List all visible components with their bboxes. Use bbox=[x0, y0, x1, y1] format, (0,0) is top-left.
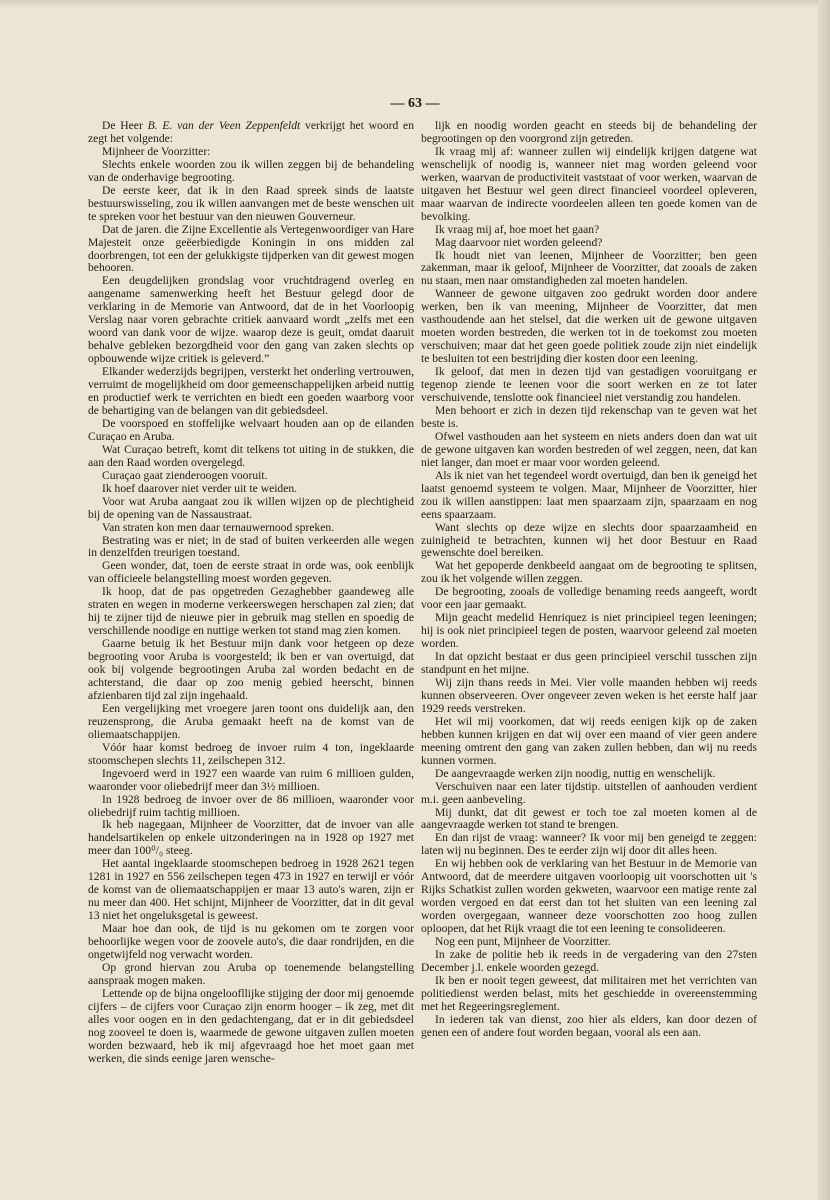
paragraph: Ingevoerd werd in 1927 een waarde van ruim 6 millioen gulden, waaronder voor oliebedrijf meer dan 3½ millioen. bbox=[88, 766, 414, 793]
paragraph: Want slechts op deze wijze en slechts door spaarzaamheid en zuinigheid te betrachten, kunnen wij het door Bestuur en Raad gewenschte doel bereiken. bbox=[421, 520, 757, 560]
paragraph: Mijn geacht medelid Henriquez is niet principieel tegen leeningen; hij is ook niet principieel tegen de posten, waarvoor geleend zal moeten worden. bbox=[421, 611, 757, 651]
paragraph: De voorspoed en stoffelijke welvaart houden aan op de eilanden Curaçao en Aruba. bbox=[88, 416, 414, 443]
paragraph: Elkander wederzijds begrijpen, versterkt het onderling vertrouwen, verruimt de mogelijkheid om door gemeenschappelijken arbeid nuttig en productief werk te verrichten en biedt een goeden waarborg voor de behartiging van de belangen van dit gebiedsdeel. bbox=[88, 365, 414, 417]
paragraph: Ik hoef daarover niet verder uit te weiden. bbox=[102, 481, 298, 495]
paragraph: In zake de politie heb ik reeds in de vergadering van den 27sten December j.l. enkele woorden gezegd. bbox=[421, 948, 757, 974]
paragraph: En dan rijst de vraag: wanneer? Ik voor mij ben geneigd te zeggen: laten wij nu beginnen. Des te eerder zijn wij door dit alles heen. bbox=[421, 831, 757, 858]
paragraph: Wanneer de gewone uitgaven zoo gedrukt worden door andere werken, ben ik van meening, Mijnheer de Voorzitter, dat men vasthoudende aan het stelsel, dat die werken uit de gewone uitgaven moeten worden bestreden, die werken tot in de toekomst zou moeten verschuiven; maar dat het geen goede politiek zoude zijn niet eindelijk te besluiten tot een bestrijding dier kosten door een leening. bbox=[421, 287, 757, 366]
paragraph: De eerste keer, dat ik in den Raad spreek sinds de laatste bestuurswisseling, zou ik willen aanvangen met de beste wenschen uit te spreken voor het bestuur van den nieuwen Gouverneur. bbox=[88, 183, 414, 223]
paragraph: In 1928 bedroeg de invoer over de 86 millioen, waaronder voor oliebedrijf ruim tachtig millioen. bbox=[88, 792, 414, 819]
paragraph: Lettende op de bijna ongeloofllijke stijging der door mij genoemde cijfers – de cijfers voor Curaçao zijn enorm hooger – ik zeg, met dit alles voor oogen en in den gedachtengang, dat er in dit gebiedsdeel nog zooveel te doen is, waarmede de gewone uitgaven zullen moeten worden bezwaard, heb ik mij afgevraagd hoe het moet gaan met werken, die sinds eenige jaren wensche- bbox=[88, 986, 414, 1065]
paragraph: Ofwel vasthouden aan het systeem en niets anders doen dan wat uit de gewone uitgaven kan worden bestreden of wel zeggen, neen, dat kan niet langer, dan moet er maar voor worden geleend. bbox=[421, 429, 757, 469]
paragraph: Ik vraag mij af, hoe moet het gaan? bbox=[435, 222, 600, 236]
speaker-intro bbox=[88, 120, 414, 146]
paragraph: Wij zijn thans reeds in Mei. Vier volle maanden hebben wij reeds kunnen observeeren. Over ongeveer zeven weken is het eerste half jaar 1929 reeds verstreken. bbox=[421, 675, 757, 715]
paragraph: Dat de jaren. die Zijne Excellentie als Vertegenwoordiger van Hare Majesteit onze geëerbiedigde Koningin in ons midden zal doorbrengen, tot een der gelukkigste tijdperken van dit gewest mogen behooren. bbox=[88, 222, 414, 275]
paragraph: In dat opzicht bestaat er dus geen principieel verschil tusschen zijn standpunt en het mijne. bbox=[421, 650, 757, 677]
paragraph: Wat het gepoperde denkbeeld aangaat om de begrooting te splitsen, zou ik het volgende willen zeggen. bbox=[421, 559, 757, 586]
paragraph: Het aantal ingeklaarde stoomschepen bedroeg in 1928 2621 tegen 1281 in 1927 en 556 zeilschepen tegen 473 in 1927 en terwijl er vóór de komst van de oliemaatschappijen er maar 13 auto's waren, zijn er nu meer dan 400. Het schijnt, Mijnheer de Voorzitter, dat in dit geval 13 niet het ongeluksgetal is geweest. bbox=[88, 857, 414, 923]
paragraph: De aangevraagde werken zijn noodig, nuttig en wenschelijk. bbox=[435, 766, 716, 780]
paragraph: Nog een punt, Mijnheer de Voorzitter. bbox=[435, 935, 611, 949]
paragraph: Mijnheer de Voorzitter: bbox=[102, 144, 211, 158]
paragraph: Gaarne betuig ik het Bestuur mijn dank voor hetgeen op deze begrooting voor Aruba is voorgesteld; ik ben er van overtuigd, dat ook bij volgende begrootingen Aruba zal worden bedacht en de achterstand, die daar op zoo menig gebied heerscht, binnen afzienbaren tijd zal zijn ingehaald. bbox=[88, 637, 414, 702]
paragraph: Wat Curaçao betreft, komt dit telkens tot uiting in de stukken, die aan den Raad worden overgelegd. bbox=[88, 442, 414, 469]
paragraph: Men behoort er zich in dezen tijd rekenschap van te geven wat het beste is. bbox=[421, 403, 757, 430]
paragraph: Geen wonder, dat, toen de eerste straat in orde was, ook eenblijk van officieele belangstelling moest worden gegeven. bbox=[88, 559, 414, 586]
paragraph: Ik hoop, dat de pas opgetreden Gezaghebber gaandeweg alle straten en wegen in moderne verkeerswegen herschapen zal zien; dat hij te zijner tijd de nieuwe pier in gebruik mag stellen en spoedig de verschillende noodige en nuttige werken tot stand mag zien komen. bbox=[88, 585, 414, 638]
paragraph: Ik ben er nooit tegen geweest, dat militairen met het verrichten van politiedienst werden belast, mits het geschiedde in overeenstemming met het Regeeringsreglement. bbox=[421, 973, 757, 1013]
paragraph: Van straten kon men daar ternauwernood spreken. bbox=[102, 520, 335, 534]
paragraph: lijk en noodig worden geacht en steeds bij de behandeling der begrootingen op den voorgrond zijn getreden. bbox=[421, 119, 757, 145]
paragraph: Het wil mij voorkomen, dat wij reeds eenigen kijk op de zaken hebben kunnen krijgen en dat wij over een maand of vier geen andere meening omtrent den gang van zaken zullen hebben, dan wij nu reeds kunnen vormen. bbox=[421, 714, 757, 767]
paragraph: Mij dunkt, dat dit gewest er toch toe zal moeten komen al de aangevraagde werken tot stand te brengen. bbox=[421, 805, 757, 832]
paragraph: En wij hebben ook de verklaring van het Bestuur in de Memorie van Antwoord, dat de meerdere uitgaven voorloopig uit voorschotten uit 's Rijks Schatkist zullen worden gekweten, waarvoor een matige rente zal worden vergoed en dat eerst dan tot het sluiten van een leening zal worden overgegaan, wanneer deze voorschotten zoo hoog zullen oploopen, dat het Rijk vraagt die tot een leening te consolideeren. bbox=[421, 857, 757, 936]
paper-top-edge bbox=[0, 0, 830, 8]
paragraph: Maar hoe dan ook, de tijd is nu gekomen om te zorgen voor behoorlijke wegen voor de zoovele auto's, die daar rondrijden, en die ongetwijfeld nog verwacht worden. bbox=[88, 922, 414, 961]
intro-prefix: De Heer bbox=[102, 119, 148, 132]
paragraph: Op grond hiervan zou Aruba op toenemende belangstelling aanspraak mogen maken. bbox=[88, 960, 414, 987]
paragraph: In iederen tak van dienst, zoo hier als elders, kan door dezen of genen een of andere fout worden begaan, vooral als een aan. bbox=[421, 1012, 757, 1039]
paragraph: Ik geloof, dat men in dezen tijd van gestadigen vooruitgang er tegenop ziende te leenen voor die soort werken en ze tot later verschuivende, tenslotte ook financieel niet verstandig zou handelen. bbox=[421, 365, 757, 405]
paragraph: De begrooting, zooals de volledige benaming reeds aangeeft, wordt voor een jaar gemaakt. bbox=[421, 585, 757, 612]
paragraph: Ik vraag mij af: wanneer zullen wij eindelijk krijgen datgene wat wenschelijk of noodig is, wanneer niet mag worden geleend voor werken, waarvan de productiviteit vaststaat of voor werken, waarvan de uitgaven het Bestuur wel geen direct financieel voordeel opleveren, maar waarvan de indirecte voordeelen alleen ten goede komen van de bevolking. bbox=[421, 144, 757, 223]
paragraph: Voor wat Aruba aangaat zou ik willen wijzen op de plechtigheid bij de opening van de Nassaustraat. bbox=[88, 494, 414, 521]
paragraph: Een deugdelijken grondslag voor vruchtdragend overleg en aangename samenwerking heeft het Bestuur gelegd door de verklaring in de Memorie van Antwoord, dat de in het Voorloopig Verslag naar voren gebrachte critiek aanvaard wordt „zelfs met een woord van dank voor de wijze. waarop deze is geuit, omdat daaruit behalve gebleken bezorgdheid voor den gang van zaken slechts op opbouwende wijze critiek is geleverd.” bbox=[88, 274, 414, 366]
paragraph: Ik heb nagegaan, Mijnheer de Voorzitter, dat de invoer van alle handelsartikelen op enkele uitzonderingen na in 1928 op 1927 met meer dan 100⁰/₀ steeg. bbox=[88, 818, 414, 858]
right-column bbox=[421, 120, 757, 1040]
paragraph: Bestrating was er niet; in de stad of buiten verkeerden alle wegen in denzelfden treurigen toestand. bbox=[88, 533, 414, 560]
paragraph: Ik houdt niet van leenen, Mijnheer de Voorzitter; ben geen zakenman, maar ik geloof, Mijnheer de Voorzitter, dat zooals de zaken nu staan, men naar omstandigheden zal moeten handelen. bbox=[421, 248, 757, 288]
speaker-name: B. E. van der Veen Zeppenfeldt bbox=[147, 119, 301, 132]
page-number: — 63 — bbox=[390, 96, 440, 111]
paragraph: Verschuiven naar een later tijdstip. uitstellen of aanhouden verdient m.i. geen aanbeveling. bbox=[421, 779, 757, 806]
paragraph: Vóór haar komst bedroeg de invoer ruim 4 ton, ingeklaarde stoomschepen slechts 11, zeilschepen 312. bbox=[88, 740, 414, 767]
paragraph: Curaçao gaat zienderoogen vooruit. bbox=[102, 468, 268, 482]
paragraph: Mag daarvoor niet worden geleend? bbox=[435, 235, 603, 249]
paragraph: Als ik niet van het tegendeel wordt overtuigd, dan ben ik geneigd het laatst genoemd systeem te volgen. Maar, Mijnheer de Voorzitter, hier zou ik willen aanstippen: laat men spaarzaam zijn, spaarzaam en nog eens spaarzaam. bbox=[421, 468, 757, 521]
paragraph: Een vergelijking met vroegere jaren toont ons duidelijk aan, den reuzensprong, die Aruba gemaakt heeft na de komst van de oliemaatschappijen. bbox=[88, 701, 414, 741]
paragraph: Slechts enkele woorden zou ik willen zeggen bij de behandeling van de onderhavige begrooting. bbox=[88, 157, 414, 184]
left-column bbox=[88, 120, 414, 1066]
intro-suffix: verkrijgt het woord en zegt het volgende: bbox=[88, 119, 414, 145]
paper-right-edge bbox=[818, 0, 830, 1200]
